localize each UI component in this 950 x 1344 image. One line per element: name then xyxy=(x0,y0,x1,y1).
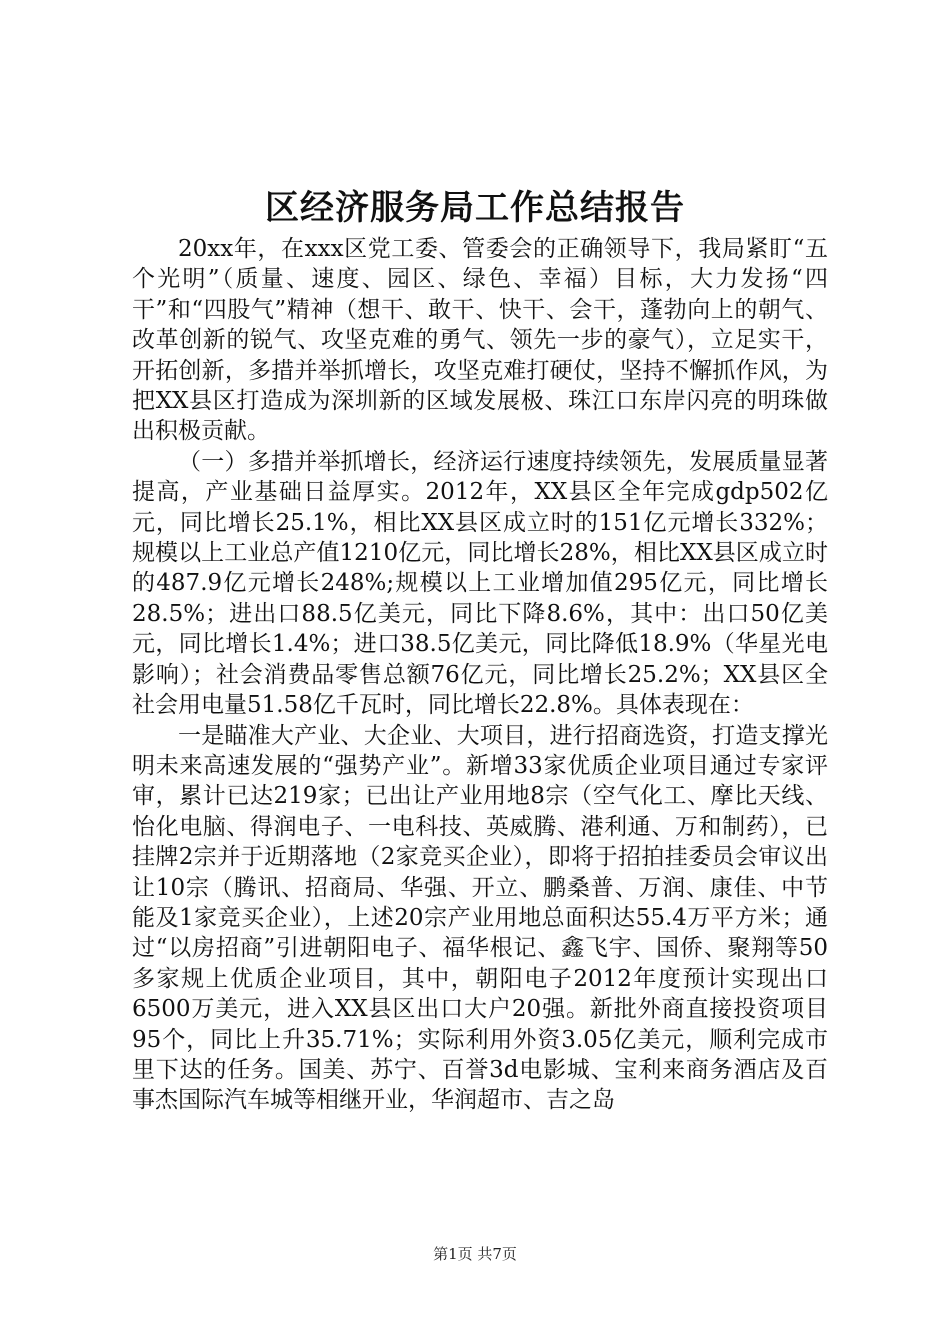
paragraph-section-one: （一）多措并举抓增长，经济运行速度持续领先，发展质量显著提高，产业基础日益厚实。2012年，XX县区全年完成gdp502亿元，同比增长25.1%，相比XX县区成立时的151亿元增长332%；规模以上工业总产值1210亿元，同比增长28%，相比XX县区成立时的487.9亿元增长248%;规模以上工业增加值295亿元，同比增长28.5%；进出口88.5亿美元，同比下降8.6%，其中：出口50亿美元，同比增长1.4%；进口38.5亿美元，同比降低18.9%（华星光电影响）；社会消费品零售总额76亿元，同比增长25.2%；XX县区全社会用电量51.58亿千瓦时，同比增长22.8%。具体表现在： xyxy=(132,448,828,719)
paragraph-point-one: 一是瞄准大产业、大企业、大项目，进行招商选资，打造支撑光明未来高速发展的“强势产业”。新增33家优质企业项目通过专家评审，累计已达219家；已出让产业用地8宗（空气化工、摩比天线、怡化电脑、得润电子、一电科技、英威腾、港利通、万和制药），已挂牌2宗并于近期落地（2家竞买企业），即将于招拍挂委员会审议出让10宗（腾讯、招商局、华强、开立、鹏桑普、万润、康佳、中节能及1家竞买企业），上述20宗产业用地总面积达55.4万平方米；通过“以房招商”引进朝阳电子、福华根记、鑫飞宇、国侨、聚翔等50多家规上优质企业项目，其中，朝阳电子2012年度预计实现出口6500万美元，进入XX县区出口大户20强。新批外商直接投资项目95个，同比上升35.71%；实际利用外资3.05亿美元，顺利完成市里下达的任务。国美、苏宁、百誉3d电影城、宝利来商务酒店及百事杰国际汽车城等相继开业，华润超市、吉之岛 xyxy=(132,722,828,1114)
paragraph-intro: 20xx年，在xxx区党工委、管委会的正确领导下，我局紧盯“五个光明”（质量、速度、园区、绿色、幸福）目标，大力发扬“四干”和“四股气”精神（想干、敢干、快干、会干，蓬勃向上的朝气、改革创新的锐气、攻坚克难的勇气、领先一步的豪气），立足实干，开拓创新，多措并举抓增长，攻坚克难打硬仗，坚持不懈抓作风，为把XX县区打造成为深圳新的区域发展极、珠江口东岸闪亮的明珠做出积极贡献。 xyxy=(132,236,828,445)
document-body xyxy=(132,234,828,1116)
page-number-footer: 第1页 共7页 xyxy=(433,1245,517,1263)
document-title: 区经济服务局工作总结报告 xyxy=(265,188,685,228)
